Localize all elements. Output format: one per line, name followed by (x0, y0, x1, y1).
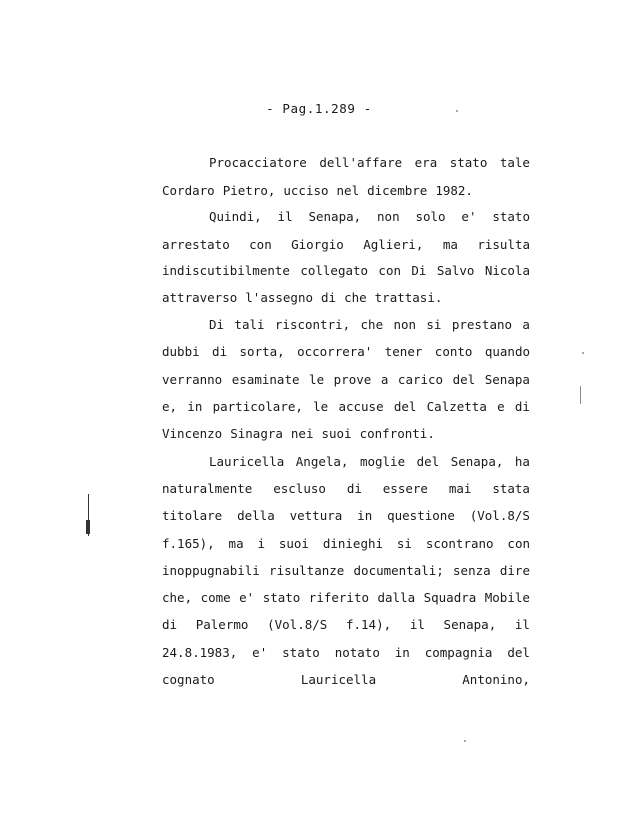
word: il (277, 209, 293, 224)
word: Angela, (295, 454, 349, 469)
word: Sinagra (230, 426, 283, 441)
word: documentali; (353, 563, 444, 578)
text-line (162, 508, 530, 524)
word: tali (234, 317, 265, 332)
word: del (393, 399, 417, 414)
text-line (209, 155, 530, 171)
word: cognato (162, 672, 215, 687)
text-line (162, 183, 530, 199)
word: di (321, 290, 337, 305)
word: arrestato (162, 237, 230, 252)
word: Giorgio (291, 237, 344, 252)
word: del (416, 454, 440, 469)
word: compagnia (424, 645, 493, 660)
text-line (162, 399, 530, 415)
word: di (514, 399, 530, 414)
word: in (394, 645, 410, 660)
word: ma (228, 536, 244, 551)
text-line (162, 372, 530, 388)
word: verranno (162, 372, 223, 387)
word: stato (449, 155, 488, 170)
word: del (452, 372, 476, 387)
word: a (522, 317, 530, 332)
word: Nicola (484, 263, 530, 278)
word: come (200, 590, 231, 605)
word: vettura (289, 508, 343, 523)
word: stato (282, 645, 320, 660)
word: senza (453, 563, 491, 578)
scan-speck (464, 740, 466, 742)
word: di (162, 617, 178, 632)
word: dalla (377, 590, 416, 605)
word: della (237, 508, 275, 523)
text-line (162, 590, 530, 606)
word: accuse (338, 399, 384, 414)
word: dire (499, 563, 530, 578)
word: a (380, 372, 389, 387)
word: prove (333, 372, 372, 387)
word: ucciso (283, 183, 329, 198)
word: Antonino, (462, 672, 530, 687)
word: Senapa, (443, 617, 497, 632)
word: naturalmente (162, 481, 253, 496)
word: era (414, 155, 438, 170)
word: i (257, 536, 265, 551)
word: e (497, 399, 505, 414)
word: conto (434, 344, 473, 359)
word: esaminate (231, 372, 300, 387)
word: suoi (278, 536, 309, 551)
word: di (346, 481, 362, 496)
word: del (507, 645, 530, 660)
word: occorrera' (297, 344, 373, 359)
text-line (209, 317, 530, 333)
word: questione (387, 508, 455, 523)
word: Aglieri, (363, 237, 424, 252)
word: Vincenzo (162, 426, 223, 441)
word: Squadra (423, 590, 477, 605)
word: Senapa, (308, 209, 362, 224)
word: risultanze (269, 563, 345, 578)
word: Salvo (436, 263, 475, 278)
word: stata (492, 481, 530, 496)
word: f.14), (345, 617, 392, 632)
word: si (396, 536, 412, 551)
word: trattasi. (374, 290, 443, 305)
word: mai (448, 481, 472, 496)
word: non (393, 317, 417, 332)
word: carico (397, 372, 444, 387)
word: Mobile (484, 590, 530, 605)
word: e' (252, 645, 268, 660)
word: Lauricella (300, 672, 377, 687)
word: solo (415, 209, 446, 224)
scan-speck (582, 352, 584, 354)
word: dicembre (367, 183, 428, 198)
word: scontrano (425, 536, 494, 551)
word: e, (162, 399, 178, 414)
word: il (514, 617, 530, 632)
scan-speck (456, 110, 458, 112)
word: Di (209, 317, 225, 332)
word: riferito (308, 590, 370, 605)
word: escluso (273, 481, 326, 496)
word: si (426, 317, 442, 332)
word: in (357, 508, 373, 523)
text-line (162, 290, 530, 306)
word: in (187, 399, 203, 414)
text-line (162, 237, 530, 253)
word: le (313, 399, 329, 414)
word: il (409, 617, 425, 632)
word: Senapa (484, 372, 530, 387)
word: nel (336, 183, 360, 198)
text-line (162, 672, 530, 688)
text-line (162, 617, 530, 633)
word: Quindi, (209, 209, 262, 224)
word: collegato (300, 263, 369, 278)
text-line (209, 209, 530, 225)
word: stato (262, 590, 301, 605)
text-line (162, 344, 530, 360)
word: e' (239, 590, 255, 605)
page-number-header: - Pag.1.289 - (266, 101, 372, 116)
word: dell'affare (319, 155, 403, 170)
word: ma (442, 237, 458, 252)
word: Di (411, 263, 427, 278)
word: attraverso (162, 290, 238, 305)
word: confronti. (359, 426, 435, 441)
word: Calzetta (426, 399, 487, 414)
word: le (309, 372, 325, 387)
text-line (162, 563, 530, 579)
word: suoi (321, 426, 352, 441)
word: inoppugnabili (162, 563, 260, 578)
word: dinieghi (322, 536, 384, 551)
scan-mark-left-tick (86, 520, 90, 534)
word: stato (492, 209, 530, 224)
word: tale (499, 155, 530, 170)
word: Procacciatore (209, 155, 307, 170)
word: Palermo (195, 617, 249, 632)
word: notato (334, 645, 380, 660)
word: con (507, 536, 530, 551)
word: titolare (162, 508, 223, 523)
word: 24.8.1983, (162, 645, 238, 660)
text-line (162, 426, 530, 442)
word: non (377, 209, 400, 224)
word: tener (384, 344, 423, 359)
text-line (209, 454, 530, 470)
word: e' (461, 209, 477, 224)
word: Cordaro (162, 183, 215, 198)
word: essere (382, 481, 428, 496)
word: prestano (451, 317, 513, 332)
word: riscontri, (274, 317, 351, 332)
word: Pietro, (222, 183, 276, 198)
word: indiscutibilmente (162, 263, 290, 278)
word: (Vol.8/S (469, 508, 530, 523)
word: ha (514, 454, 530, 469)
word: che (344, 290, 367, 305)
text-line (162, 263, 530, 279)
word: risulta (477, 237, 530, 252)
word: particolare, (212, 399, 303, 414)
word: sorta, (239, 344, 285, 359)
word: quando (484, 344, 530, 359)
word: con (249, 237, 272, 252)
text-line (162, 536, 530, 552)
word: Senapa, (450, 454, 504, 469)
text-line (162, 645, 530, 661)
word: nei (290, 426, 314, 441)
word: dubbi (162, 344, 200, 359)
word: con (378, 263, 401, 278)
word: di (212, 344, 228, 359)
word: che, (162, 590, 193, 605)
scan-speck (580, 386, 581, 404)
word: f.165), (162, 536, 215, 551)
word: moglie (359, 454, 406, 469)
word: (Vol.8/S (267, 617, 328, 632)
word: che (360, 317, 384, 332)
text-line (162, 481, 530, 497)
word: l'assegno (245, 290, 313, 305)
word: 1982. (435, 183, 473, 198)
word: Lauricella (209, 454, 285, 469)
